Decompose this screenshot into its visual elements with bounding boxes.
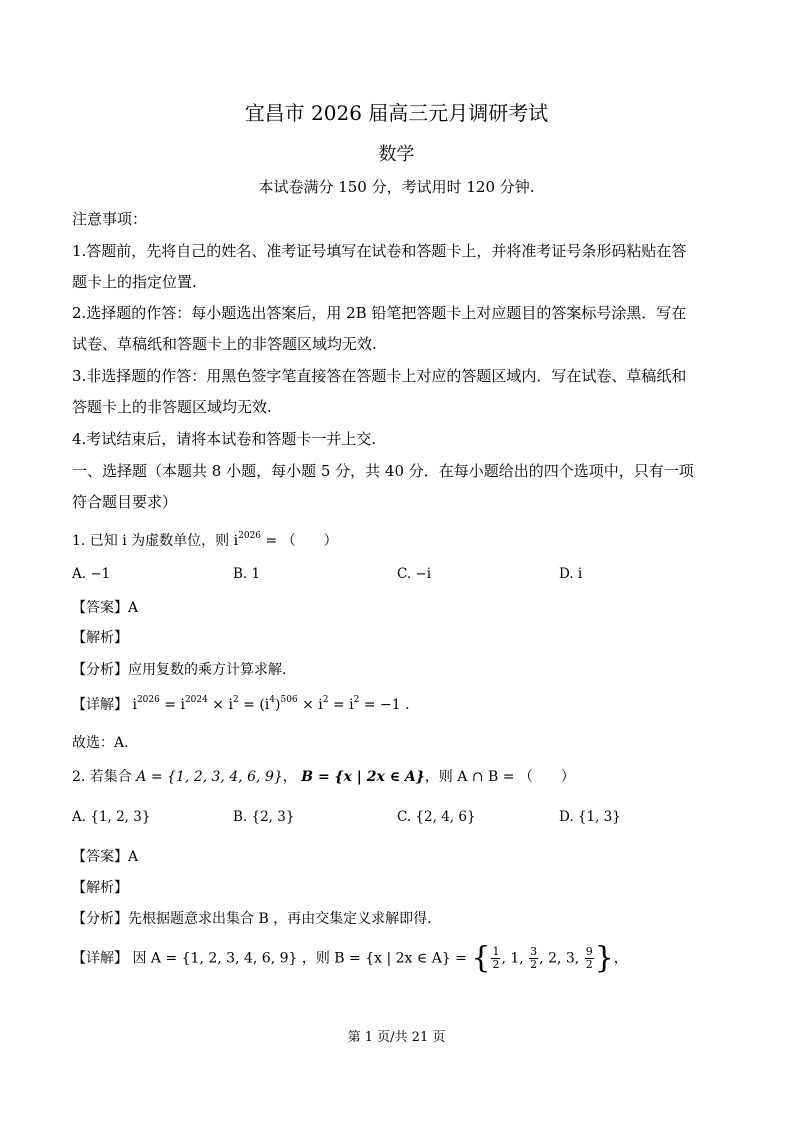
- page-footer: 第 1 页/共 21 页: [347, 1030, 446, 1045]
- q2-brace-close: }: [594, 940, 614, 976]
- notes-heading: 注意事项：: [72, 210, 148, 228]
- section-heading-cont: 符合题目要求）: [72, 493, 178, 511]
- q1-analysis-label: 【解析】: [72, 630, 128, 646]
- q2-detail: [72, 940, 628, 976]
- q1-stem-suffix: = （ ）: [261, 533, 338, 549]
- note-item-1-cont: 题卡上的指定位置.: [72, 273, 197, 291]
- q2-option-a: A. {1, 2, 3}: [72, 809, 151, 825]
- q1-option-b: B. 1: [233, 566, 261, 582]
- q2-stem-prefix: 2. 若集合: [72, 769, 137, 785]
- q1-detail-label: 【详解】: [72, 697, 128, 713]
- q2-option-d: D. {1, 3}: [559, 809, 621, 825]
- note-item-4: 4.考试结束后，请将本试卷和答题卡一并上交.: [72, 430, 377, 448]
- q2-set-a: A = {1, 2, 3, 4, 6, 9}: [136, 769, 283, 785]
- q2-detail-text: 因 A = {1, 2, 3, 4, 6, 9} ，则 B = {x | 2x ∈ A} =: [132, 950, 472, 967]
- q2-detail-mid-1: , 1,: [501, 950, 529, 967]
- q1-stem-prefix: 1. 已知 i 为虚数单位，则: [72, 533, 234, 549]
- exam-info: 本试卷满分 150 分，考试用时 120 分钟.: [258, 178, 535, 196]
- section-heading: 一、选择题（本题共 8 小题，每小题 5 分，共 40 分．在每小题给出的四个选项中，只有一项: [72, 462, 694, 480]
- q2-stem-mid: ，: [282, 769, 302, 785]
- question-2-stem: [72, 766, 575, 786]
- exam-title: 宜昌市 2026 届高三元月调研考试: [244, 101, 549, 125]
- note-item-2-cont: 试卷、草稿纸和答题卡上的非答题区域均无效.: [72, 335, 377, 353]
- q2-fenxi: 【分析】先根据题意求出集合 B ，再由交集定义求解即得.: [72, 911, 432, 927]
- q1-detail: [72, 694, 410, 714]
- note-item-2: 2.选择题的作答：每小题选出答案后，用 2B 铅笔把答题卡上对应题目的答案标号涂黑．写在: [72, 304, 687, 322]
- q1-fenxi: 【分析】应用复数的乘方计算求解.: [72, 662, 287, 678]
- q1-answer: 【答案】A: [72, 600, 139, 616]
- q2-fraction-3: $\frac{9}{2}$: [585, 945, 593, 971]
- subject-title: 数学: [378, 144, 415, 165]
- q2-analysis-label: 【解析】: [72, 880, 128, 896]
- q1-option-d: D. i: [559, 566, 583, 582]
- q2-brace-open: {: [471, 940, 491, 976]
- q2-fraction-1: $\frac{1}{2}$: [492, 945, 500, 971]
- q2-option-b: B. {2, 3}: [233, 809, 295, 825]
- question-1-stem: [72, 530, 338, 550]
- q2-detail-end: ，: [613, 950, 628, 967]
- q1-option-c: C. −i: [397, 566, 432, 582]
- q2-detail-mid-2: , 2, 3,: [539, 950, 584, 967]
- note-item-3: 3.非选择题的作答：用黑色签字笔直接答在答题卡上对应的答题区域内．写在试卷、草稿纸和: [72, 367, 687, 385]
- q1-conclusion: 故选：A.: [72, 735, 129, 751]
- q1-stem-base: i: [233, 533, 239, 549]
- q2-stem-suffix: ，则 A ∩ B = （ ）: [424, 769, 575, 785]
- q2-fraction-2: $\frac{3}{2}$: [530, 945, 538, 971]
- q1-stem-exp: 2026: [238, 531, 262, 541]
- q2-option-c: C. {2, 4, 6}: [397, 809, 476, 825]
- q2-detail-label: 【详解】: [72, 950, 128, 967]
- q2-set-b: B = {x | 2x ∈ A}: [301, 769, 425, 785]
- q1-detail-formula: $i^{2026} = i^{2024} \times i^2 = (i^4)^{506} \times i^2 = i^2 = -1$ .: [132, 695, 410, 713]
- q2-answer: 【答案】A: [72, 849, 139, 865]
- note-item-3-cont: 答题卡上的非答题区域均无效.: [72, 398, 272, 416]
- note-item-1: 1.答题前，先将自己的姓名、准考证号填写在试卷和答题卡上，并将准考证号条形码粘贴在答: [72, 242, 687, 260]
- q1-option-a: A. −1: [72, 566, 111, 582]
